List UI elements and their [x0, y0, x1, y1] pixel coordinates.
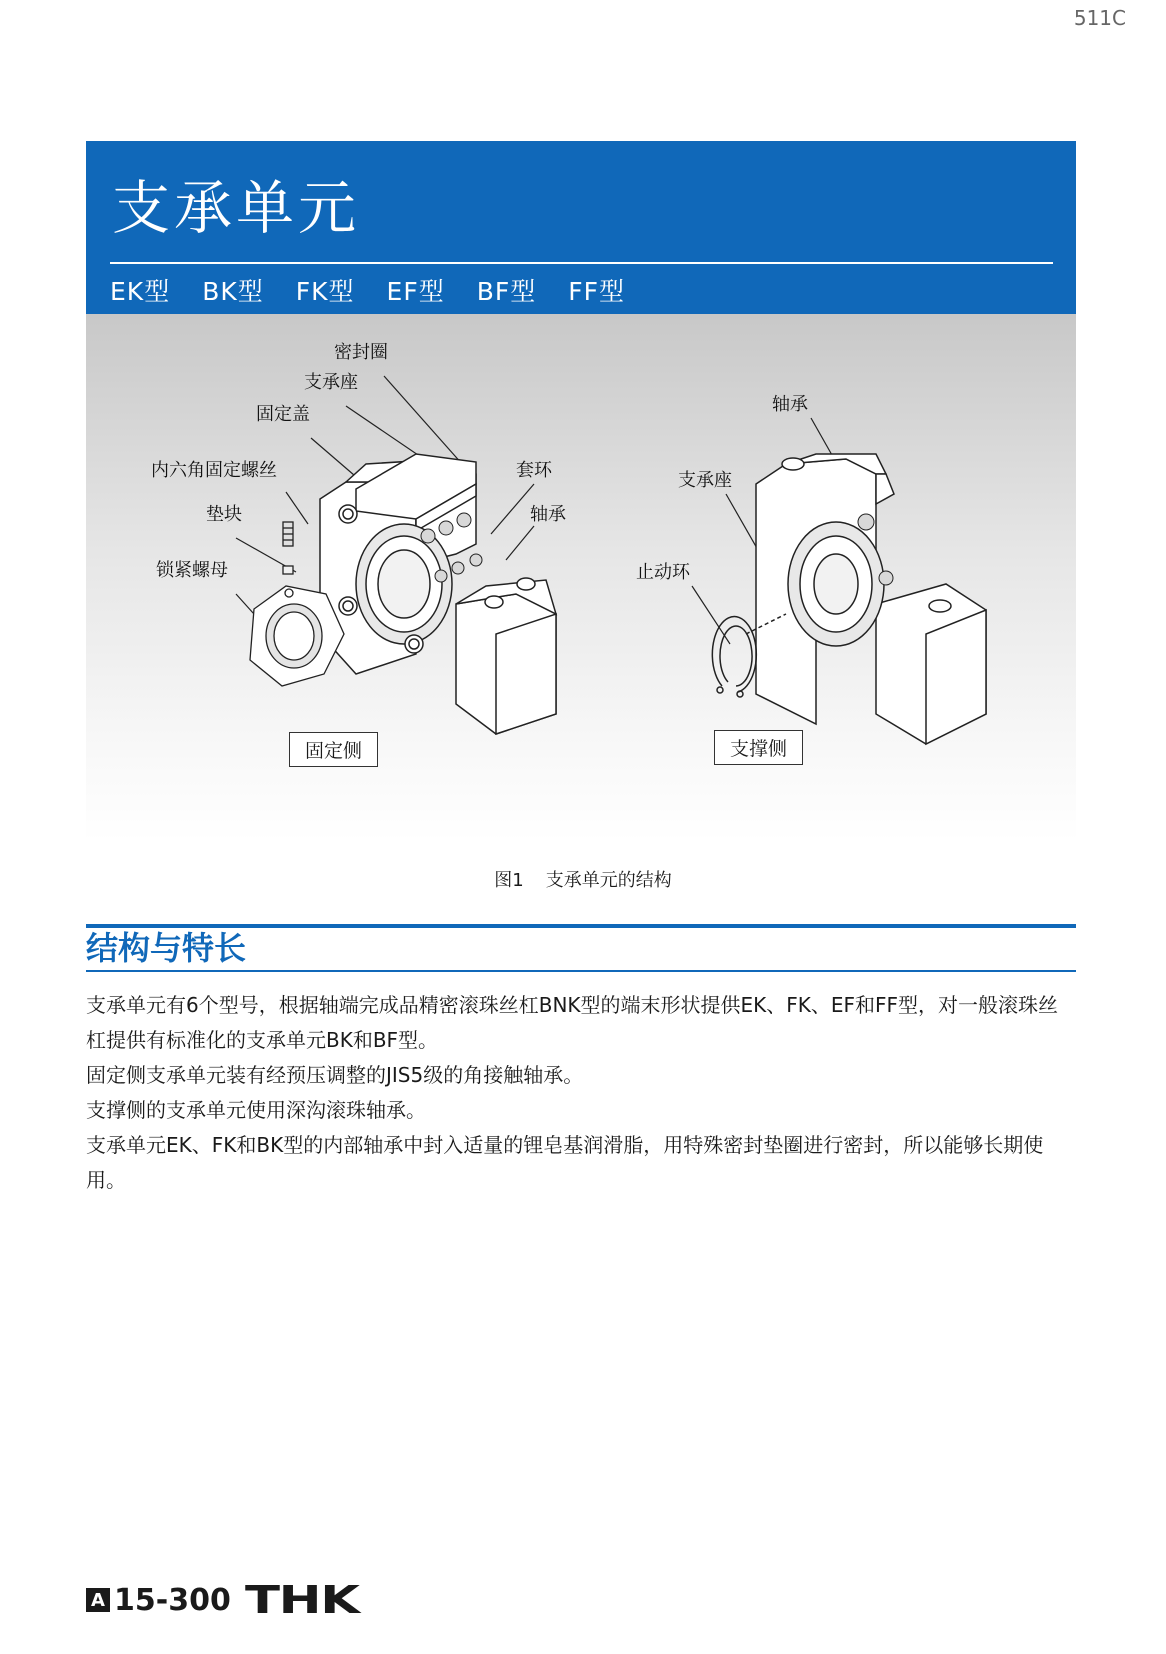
title-banner [86, 141, 1076, 314]
paragraph: 固定侧支承单元装有经预压调整的JIS5级的角接触轴承。 [86, 1063, 584, 1087]
paragraph: 支承单元EK、FK和BK型的内部轴承中封入适量的锂皂基润滑脂，用特殊密封垫圈进行密封，所以能够长期使用。 [86, 1133, 1044, 1192]
callout-housing-left: 支承座 [304, 372, 358, 393]
callout-spacer: 垫块 [206, 504, 242, 525]
callout-cover: 固定盖 [256, 404, 310, 425]
page-footer [86, 1578, 359, 1622]
figure-number: 图1 [494, 870, 524, 891]
page-code: 511C [1073, 6, 1126, 30]
callout-collar: 套环 [516, 460, 552, 481]
section-letter-badge: A [86, 1588, 110, 1612]
page-title: 支承单元 [112, 174, 361, 242]
section-title: 结构与特长 [86, 929, 247, 967]
model-type: EK型 [110, 277, 171, 306]
callout-bearing-right: 轴承 [772, 394, 808, 415]
paragraph: 支撑侧的支承单元使用深沟滚珠轴承。 [86, 1098, 426, 1122]
model-type: FF型 [568, 277, 626, 306]
section-body [86, 988, 1076, 1198]
model-type: FK型 [295, 277, 355, 306]
callout-bearing-left: 轴承 [530, 504, 566, 525]
figure-caption-text: 支承单元的结构 [545, 870, 672, 891]
callout-hex-screw: 内六角固定螺丝 [151, 460, 277, 481]
page-number: 15-300 [114, 1582, 231, 1618]
structure-figure [86, 314, 1076, 842]
callout-lock-nut: 锁紧螺母 [156, 560, 228, 581]
support-side-label: 支撑侧 [714, 730, 803, 765]
model-type-list [110, 272, 625, 308]
callout-snap-ring: 止动环 [636, 562, 690, 583]
callout-seal: 密封圈 [334, 342, 388, 363]
figure-caption [0, 866, 1166, 892]
thk-logo: THK [244, 1578, 359, 1622]
title-divider [110, 262, 1053, 264]
paragraph: 支承单元有6个型号，根据轴端完成品精密滚珠丝杠BNK型的端末形状提供EK、FK、EF和FF型，对一般滚珠丝杠提供有标准化的支承单元BK和BF型。 [86, 993, 1059, 1052]
section-rule-bottom [86, 970, 1076, 972]
model-type: EF型 [386, 277, 445, 306]
model-type: BK型 [202, 277, 264, 306]
model-type: BF型 [476, 277, 537, 306]
callout-housing-right: 支承座 [678, 470, 732, 491]
support-unit-illustration [86, 314, 1076, 842]
section-rule-top [86, 924, 1076, 928]
fixed-side-label: 固定侧 [289, 732, 378, 767]
